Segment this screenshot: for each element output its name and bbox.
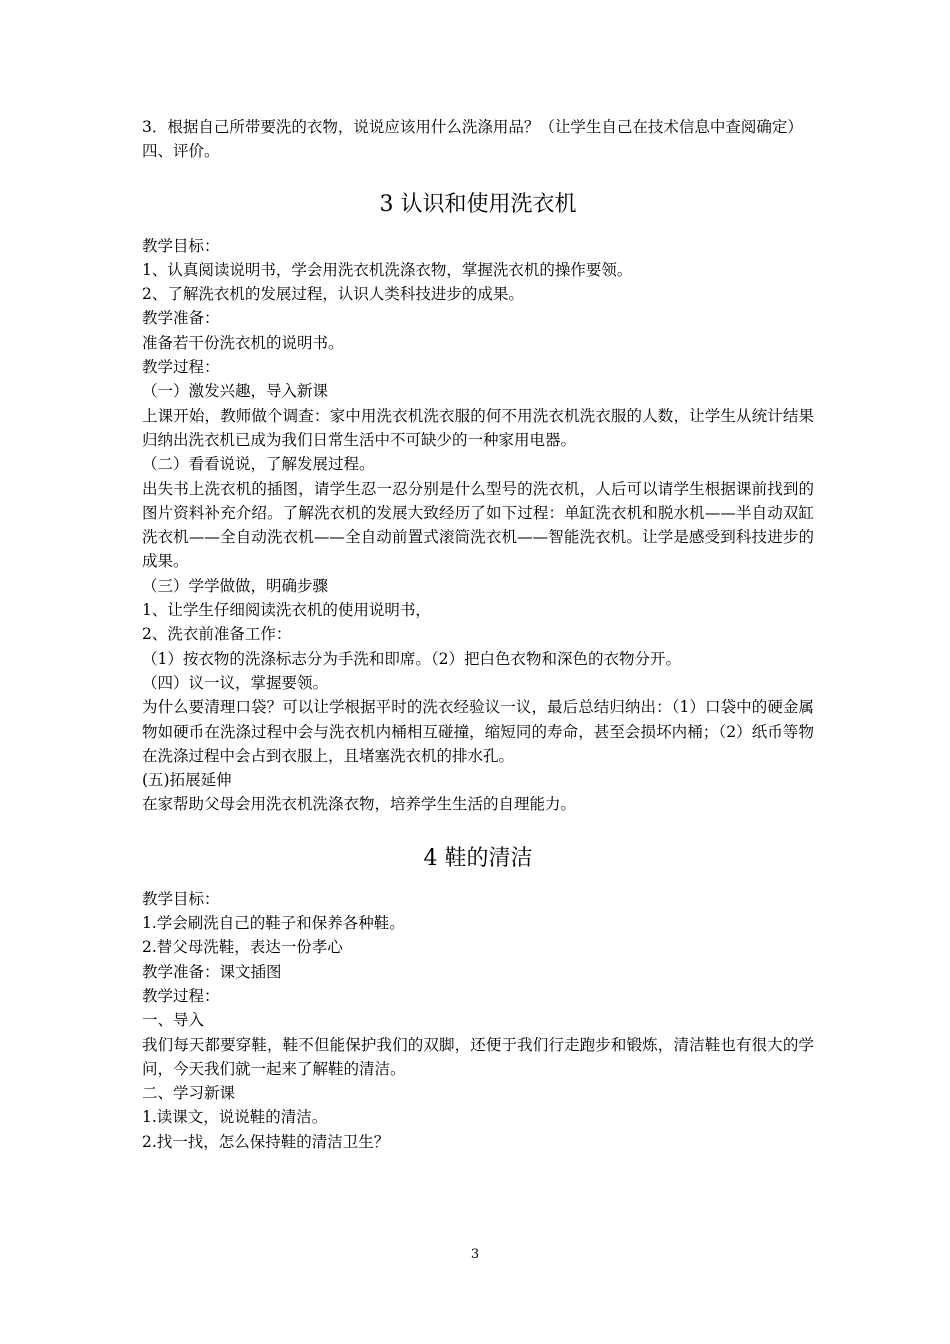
paragraph: 四、评价。 bbox=[142, 142, 220, 161]
paragraph: （四）议一议，掌握要领。 bbox=[142, 673, 329, 692]
paragraph: 为什么要清理口袋？可以让学根据平时的洗衣经验议一议，最后总结归纳出：（1）口袋中的硬金属物如硬币在洗涤过程中会与洗衣机内桶相互碰撞，缩短同的寿命，甚至会损坏内桶；（2）纸币等物在洗涤过程中会占到衣服上，且堵塞洗衣机的排水孔。 bbox=[142, 698, 814, 765]
paragraph: 教学目标： bbox=[142, 889, 220, 908]
paragraph: （二）看看说说，了解发展过程。 bbox=[142, 455, 375, 474]
paragraph: 二、学习新课 bbox=[142, 1084, 236, 1103]
paragraph: 1、认真阅读说明书，学会用洗衣机洗涤衣物，掌握洗衣机的操作要领。 bbox=[142, 260, 633, 279]
paragraph: 教学过程： bbox=[142, 358, 220, 377]
paragraph: 上课开始，教师做个调查：家中用洗衣机洗衣服的何不用洗衣机洗衣服的人数，让学生从统计结果归纳出洗衣机已成为我们日常生活中不可缺少的一种家用电器。 bbox=[142, 406, 814, 449]
paragraph: 教学过程： bbox=[142, 986, 220, 1005]
section-title-shoe-cleaning: 4 鞋的清洁 bbox=[423, 845, 533, 871]
paragraph: (五)拓展延伸 bbox=[142, 771, 232, 790]
paragraph: 2.找一找，怎么保持鞋的清洁卫生？ bbox=[142, 1132, 390, 1151]
paragraph: （三）学学做做，明确步骤 bbox=[142, 576, 329, 595]
paragraph: （1）按衣物的洗涤标志分为手洗和即席。（2）把白色衣物和深色的衣物分开。 bbox=[142, 649, 681, 668]
paragraph: 1.学会刷洗自己的鞋子和保养各种鞋。 bbox=[142, 914, 405, 933]
paragraph: 1.读课文，说说鞋的清洁。 bbox=[142, 1108, 328, 1127]
paragraph: 我们每天都要穿鞋，鞋不但能保护我们的双脚，还便于我们行走跑步和锻炼，清洁鞋也有很大的学问，今天我们就一起来了解鞋的清洁。 bbox=[142, 1035, 814, 1078]
paragraph: 2、了解洗衣机的发展过程，认识人类科技进步的成果。 bbox=[142, 285, 524, 304]
paragraph: 教学准备：课文插图 bbox=[142, 962, 282, 981]
paragraph: 一、导入 bbox=[142, 1011, 205, 1030]
paragraph: 3．根据自己所带要洗的衣物，说说应该用什么洗涤用品？（让学生自己在技术信息中查阅确定） bbox=[142, 118, 803, 136]
paragraph: 2、洗衣前准备工作： bbox=[142, 625, 292, 644]
page-content bbox=[142, 115, 814, 1154]
paragraph: 教学目标： bbox=[142, 236, 220, 255]
paragraph: 1、让学生仔细阅读洗衣机的使用说明书， bbox=[142, 601, 431, 620]
section-title-washing-machine: 3 认识和使用洗衣机 bbox=[379, 191, 577, 217]
paragraph: 准备若干份洗衣机的说明书。 bbox=[142, 333, 344, 352]
paragraph: （一）激发兴趣，导入新课 bbox=[142, 382, 329, 401]
paragraph: 2.替父母洗鞋，表达一份孝心 bbox=[142, 938, 343, 957]
paragraph: 出失书上洗衣机的插图，请学生忍一忍分别是什么型号的洗衣机，人后可以请学生根据课前找到的图片资料补充介绍。了解洗衣机的发展大致经历了如下过程：单缸洗衣机和脱水机——半自动双缸洗衣机——全自动洗衣机——全自动前置式滚筒洗衣机——智能洗衣机。让学是感受到科技进步的成果。 bbox=[142, 479, 814, 571]
page-number: 3 bbox=[470, 1247, 480, 1262]
paragraph: 教学准备： bbox=[142, 309, 220, 328]
paragraph: 在家帮助父母会用洗衣机洗涤衣物，培养学生生活的自理能力。 bbox=[142, 795, 577, 814]
